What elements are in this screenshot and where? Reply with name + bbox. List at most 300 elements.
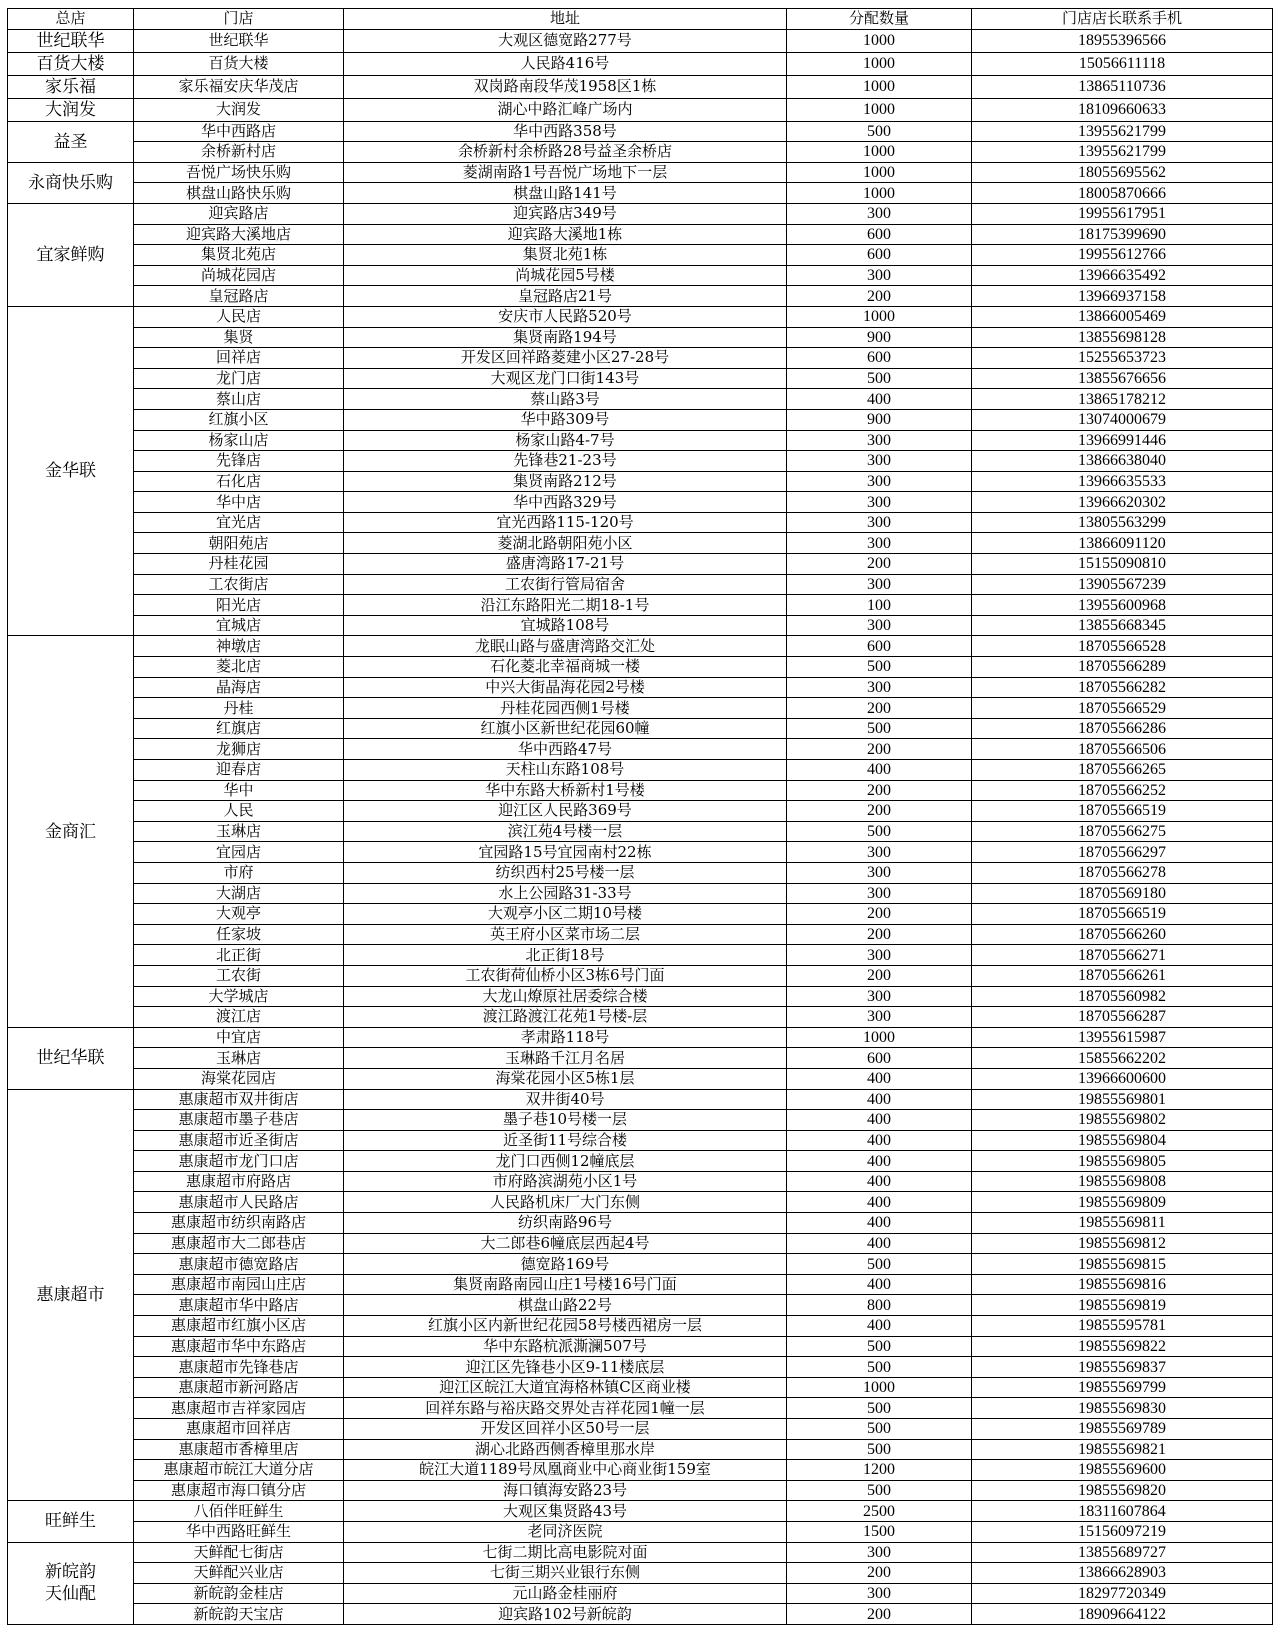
store-name-cell: 市府	[134, 862, 344, 883]
table-row	[8, 183, 1273, 204]
store-name-cell: 余桥新村店	[134, 142, 344, 163]
table-row	[8, 1192, 1273, 1213]
quantity-cell: 2500	[787, 1501, 972, 1522]
table-row	[8, 1357, 1273, 1378]
phone-cell: 19855569837	[972, 1357, 1273, 1378]
store-name-cell: 大观亭	[134, 904, 344, 925]
phone-cell: 18705566519	[972, 904, 1273, 925]
phone-cell: 19855569801	[972, 1089, 1273, 1110]
table-row	[8, 554, 1273, 575]
quantity-cell: 600	[787, 636, 972, 657]
address-cell: 华中西路358号	[344, 121, 787, 142]
phone-cell: 13966600600	[972, 1068, 1273, 1089]
phone-cell: 15855662202	[972, 1048, 1273, 1069]
table-row	[8, 657, 1273, 678]
address-cell: 墨子巷10号楼一层	[344, 1110, 787, 1131]
head-store-cell: 旺鲜生	[8, 1501, 134, 1542]
table-row	[8, 760, 1273, 781]
store-name-cell: 人民店	[134, 306, 344, 327]
phone-cell: 13866628903	[972, 1563, 1273, 1584]
address-cell: 大观区德宽路277号	[344, 29, 787, 52]
address-cell: 迎江区先锋巷小区9-11楼底层	[344, 1357, 787, 1378]
header-row	[8, 9, 1273, 30]
store-name-cell: 龙门店	[134, 368, 344, 389]
store-name-cell: 惠康超市人民路店	[134, 1192, 344, 1213]
quantity-cell: 200	[787, 801, 972, 822]
store-name-cell: 华中西路店	[134, 121, 344, 142]
store-name-cell: 惠康超市双井街店	[134, 1089, 344, 1110]
quantity-cell: 400	[787, 1233, 972, 1254]
store-name-cell: 惠康超市近圣街店	[134, 1130, 344, 1151]
table-row	[8, 986, 1273, 1007]
address-cell: 皖江大道1189号凤凰商业中心商业街159室	[344, 1460, 787, 1481]
phone-cell: 18909664122	[972, 1604, 1273, 1625]
store-name-cell: 迎宾路店	[134, 203, 344, 224]
table-row	[8, 98, 1273, 121]
store-name-cell: 惠康超市红旗小区店	[134, 1316, 344, 1337]
store-name-cell: 北正街	[134, 945, 344, 966]
address-cell: 沿江东路阳光二期18-1号	[344, 595, 787, 616]
store-name-cell: 神墩店	[134, 636, 344, 657]
table-row	[8, 1089, 1273, 1110]
quantity-cell: 1000	[787, 183, 972, 204]
store-name-cell: 惠康超市华中路店	[134, 1295, 344, 1316]
table-row	[8, 1398, 1273, 1419]
store-name-cell: 惠康超市纺织南路店	[134, 1213, 344, 1234]
table-row	[8, 471, 1273, 492]
address-cell: 龙眠山路与盛唐湾路交汇处	[344, 636, 787, 657]
quantity-cell: 400	[787, 1130, 972, 1151]
quantity-cell: 600	[787, 1048, 972, 1069]
quantity-cell: 300	[787, 430, 972, 451]
quantity-cell: 300	[787, 492, 972, 513]
store-name-cell: 惠康超市南园山庄店	[134, 1274, 344, 1295]
store-name-cell: 人民	[134, 801, 344, 822]
phone-cell: 13966991446	[972, 430, 1273, 451]
table-row	[8, 348, 1273, 369]
address-cell: 丹桂花园西侧1号楼	[344, 698, 787, 719]
store-name-cell: 宜光店	[134, 512, 344, 533]
quantity-cell: 200	[787, 554, 972, 575]
store-name-cell: 宜园店	[134, 842, 344, 863]
head-store-cell: 新皖韵 天仙配	[8, 1542, 134, 1624]
store-name-cell: 宜城店	[134, 615, 344, 636]
address-cell: 元山路金桂丽府	[344, 1583, 787, 1604]
store-name-cell: 八佰伴旺鲜生	[134, 1501, 344, 1522]
head-store-cell: 金商汇	[8, 636, 134, 1027]
address-cell: 蔡山路3号	[344, 389, 787, 410]
table-row	[8, 224, 1273, 245]
phone-cell: 19855595781	[972, 1316, 1273, 1337]
table-row	[8, 698, 1273, 719]
phone-cell: 19855569819	[972, 1295, 1273, 1316]
address-cell: 华中西路329号	[344, 492, 787, 513]
phone-cell: 19855569600	[972, 1460, 1273, 1481]
address-cell: 菱湖北路朝阳苑小区	[344, 533, 787, 554]
address-cell: 市府路滨湖苑小区1号	[344, 1171, 787, 1192]
store-name-cell: 蔡山店	[134, 389, 344, 410]
quantity-cell: 200	[787, 965, 972, 986]
phone-cell: 19855569821	[972, 1439, 1273, 1460]
store-name-cell: 惠康超市墨子巷店	[134, 1110, 344, 1131]
store-name-cell: 中宜店	[134, 1027, 344, 1048]
phone-cell: 18109660633	[972, 98, 1273, 121]
store-name-cell: 海棠花园店	[134, 1068, 344, 1089]
phone-cell: 19855569816	[972, 1274, 1273, 1295]
address-cell: 七街三期兴业银行东侧	[344, 1563, 787, 1584]
store-name-cell: 惠康超市府路店	[134, 1171, 344, 1192]
quantity-cell: 1000	[787, 306, 972, 327]
quantity-cell: 200	[787, 1604, 972, 1625]
quantity-cell: 400	[787, 1274, 972, 1295]
store-name-cell: 丹桂	[134, 698, 344, 719]
address-cell: 纺织南路96号	[344, 1213, 787, 1234]
table-row	[8, 430, 1273, 451]
phone-cell: 19855569789	[972, 1419, 1273, 1440]
address-cell: 天柱山东路108号	[344, 760, 787, 781]
quantity-cell: 400	[787, 1316, 972, 1337]
phone-cell: 15155090810	[972, 554, 1273, 575]
phone-cell: 18705566528	[972, 636, 1273, 657]
phone-cell: 19855569830	[972, 1398, 1273, 1419]
store-name-cell: 惠康超市皖江大道分店	[134, 1460, 344, 1481]
phone-cell: 13955621799	[972, 142, 1273, 163]
phone-cell: 18955396566	[972, 29, 1273, 52]
quantity-cell: 300	[787, 945, 972, 966]
quantity-cell: 300	[787, 574, 972, 595]
table-row	[8, 883, 1273, 904]
address-cell: 大观区龙门口街143号	[344, 368, 787, 389]
store-name-cell: 棋盘山路快乐购	[134, 183, 344, 204]
address-cell: 迎江区皖江大道宜海格林镇C区商业楼	[344, 1377, 787, 1398]
phone-cell: 15255653723	[972, 348, 1273, 369]
head-store-cell: 百货大楼	[8, 52, 134, 75]
phone-cell: 18705566297	[972, 842, 1273, 863]
table-row	[8, 52, 1273, 75]
address-cell: 棋盘山路22号	[344, 1295, 787, 1316]
quantity-cell: 200	[787, 924, 972, 945]
table-row	[8, 718, 1273, 739]
store-name-cell: 回祥店	[134, 348, 344, 369]
store-name-cell: 惠康超市海口镇分店	[134, 1480, 344, 1501]
address-cell: 湖心中路汇峰广场内	[344, 98, 787, 121]
table-row	[8, 1254, 1273, 1275]
table-row	[8, 801, 1273, 822]
quantity-cell: 500	[787, 718, 972, 739]
phone-cell: 18311607864	[972, 1501, 1273, 1522]
table-row	[8, 306, 1273, 327]
store-name-cell: 大湖店	[134, 883, 344, 904]
phone-cell: 18705566289	[972, 657, 1273, 678]
table-row	[8, 245, 1273, 266]
phone-cell: 13865110736	[972, 75, 1273, 98]
quantity-cell: 400	[787, 389, 972, 410]
address-cell: 集贤南路194号	[344, 327, 787, 348]
store-name-cell: 渡江店	[134, 1007, 344, 1028]
head-store-cell: 金华联	[8, 306, 134, 636]
address-cell: 双井街40号	[344, 1089, 787, 1110]
head-store-cell: 益圣	[8, 121, 134, 162]
header-head-store: 总店	[8, 9, 134, 30]
address-cell: 纺织西村25号楼一层	[344, 862, 787, 883]
store-name-cell: 工农街店	[134, 574, 344, 595]
table-row	[8, 121, 1273, 142]
quantity-cell: 800	[787, 1295, 972, 1316]
table-row	[8, 1377, 1273, 1398]
address-cell: 宜城路108号	[344, 615, 787, 636]
table-row	[8, 162, 1273, 183]
header-quantity: 分配数量	[787, 9, 972, 30]
store-name-cell: 惠康超市吉祥家园店	[134, 1398, 344, 1419]
table-row	[8, 862, 1273, 883]
head-store-cell: 世纪华联	[8, 1027, 134, 1089]
phone-cell: 18175399690	[972, 224, 1273, 245]
quantity-cell: 900	[787, 409, 972, 430]
address-cell: 迎宾路大溪地1栋	[344, 224, 787, 245]
quantity-cell: 600	[787, 224, 972, 245]
store-name-cell: 晶海店	[134, 677, 344, 698]
store-name-cell: 惠康超市回祥店	[134, 1419, 344, 1440]
quantity-cell: 500	[787, 368, 972, 389]
store-name-cell: 玉琳店	[134, 821, 344, 842]
quantity-cell: 400	[787, 1171, 972, 1192]
table-row	[8, 574, 1273, 595]
store-name-cell: 尚城花园店	[134, 265, 344, 286]
table-row	[8, 821, 1273, 842]
quantity-cell: 1000	[787, 162, 972, 183]
table-row	[8, 409, 1273, 430]
table-row	[8, 1521, 1273, 1542]
quantity-cell: 500	[787, 1357, 972, 1378]
table-row	[8, 842, 1273, 863]
phone-cell: 18705560982	[972, 986, 1273, 1007]
address-cell: 迎江区人民路369号	[344, 801, 787, 822]
quantity-cell: 1000	[787, 98, 972, 121]
address-cell: 人民路机床厂大门东侧	[344, 1192, 787, 1213]
quantity-cell: 600	[787, 348, 972, 369]
table-row	[8, 1007, 1273, 1028]
table-row	[8, 1048, 1273, 1069]
phone-cell: 18705566286	[972, 718, 1273, 739]
address-cell: 七街二期比高电影院对面	[344, 1542, 787, 1563]
phone-cell: 18705566275	[972, 821, 1273, 842]
quantity-cell: 300	[787, 842, 972, 863]
quantity-cell: 500	[787, 821, 972, 842]
store-name-cell: 任家坡	[134, 924, 344, 945]
phone-cell: 19855569808	[972, 1171, 1273, 1192]
address-cell: 杨家山路4-7号	[344, 430, 787, 451]
quantity-cell: 300	[787, 471, 972, 492]
store-allocation-table	[7, 8, 1273, 1625]
address-cell: 石化菱北幸福商城一楼	[344, 657, 787, 678]
store-name-cell: 天鲜配七街店	[134, 1542, 344, 1563]
phone-cell: 13955621799	[972, 121, 1273, 142]
store-name-cell: 红旗小区	[134, 409, 344, 430]
phone-cell: 19855569815	[972, 1254, 1273, 1275]
store-name-cell: 天鲜配兴业店	[134, 1563, 344, 1584]
address-cell: 皇冠路店21号	[344, 286, 787, 307]
address-cell: 海棠花园小区5栋1层	[344, 1068, 787, 1089]
store-name-cell: 阳光店	[134, 595, 344, 616]
store-name-cell: 大润发	[134, 98, 344, 121]
address-cell: 红旗小区内新世纪花园58号楼西裙房一层	[344, 1316, 787, 1337]
address-cell: 中兴大街晶海花园2号楼	[344, 677, 787, 698]
phone-cell: 18705566252	[972, 780, 1273, 801]
quantity-cell: 300	[787, 512, 972, 533]
quantity-cell: 200	[787, 739, 972, 760]
phone-cell: 13866638040	[972, 451, 1273, 472]
address-cell: 红旗小区新世纪花园60幢	[344, 718, 787, 739]
phone-cell: 15056611118	[972, 52, 1273, 75]
address-cell: 近圣街11号综合楼	[344, 1130, 787, 1151]
address-cell: 大二郎巷6幢底层西起4号	[344, 1233, 787, 1254]
table-row	[8, 636, 1273, 657]
quantity-cell: 300	[787, 533, 972, 554]
address-cell: 开发区回祥路菱建小区27-28号	[344, 348, 787, 369]
table-row	[8, 451, 1273, 472]
store-name-cell: 玉琳店	[134, 1048, 344, 1069]
address-cell: 开发区回祥小区50号一层	[344, 1419, 787, 1440]
store-name-cell: 惠康超市大二郎巷店	[134, 1233, 344, 1254]
quantity-cell: 300	[787, 615, 972, 636]
store-name-cell: 大学城店	[134, 986, 344, 1007]
store-name-cell: 吾悦广场快乐购	[134, 162, 344, 183]
quantity-cell: 500	[787, 1439, 972, 1460]
table-row	[8, 142, 1273, 163]
table-row	[8, 286, 1273, 307]
phone-cell: 18705566271	[972, 945, 1273, 966]
quantity-cell: 400	[787, 1089, 972, 1110]
store-name-cell: 集贤北苑店	[134, 245, 344, 266]
phone-cell: 19855569804	[972, 1130, 1273, 1151]
address-cell: 龙门口西侧12幢底层	[344, 1151, 787, 1172]
header-store: 门店	[134, 9, 344, 30]
quantity-cell: 500	[787, 657, 972, 678]
quantity-cell: 300	[787, 265, 972, 286]
head-store-cell: 宜家鲜购	[8, 203, 134, 306]
table-row	[8, 29, 1273, 52]
quantity-cell: 500	[787, 1336, 972, 1357]
store-name-cell: 迎春店	[134, 760, 344, 781]
table-row	[8, 1110, 1273, 1131]
store-name-cell: 杨家山店	[134, 430, 344, 451]
table-row	[8, 1295, 1273, 1316]
quantity-cell: 500	[787, 121, 972, 142]
address-cell: 人民路416号	[344, 52, 787, 75]
address-cell: 华中路309号	[344, 409, 787, 430]
quantity-cell: 400	[787, 1110, 972, 1131]
address-cell: 工农街荷仙桥小区3栋6号门面	[344, 965, 787, 986]
phone-cell: 13866091120	[972, 533, 1273, 554]
table-row	[8, 1419, 1273, 1440]
address-cell: 大观亭小区二期10号楼	[344, 904, 787, 925]
phone-cell: 19855569805	[972, 1151, 1273, 1172]
table-row	[8, 492, 1273, 513]
address-cell: 迎宾路102号新皖韵	[344, 1604, 787, 1625]
phone-cell: 19855569811	[972, 1213, 1273, 1234]
phone-cell: 13805563299	[972, 512, 1273, 533]
address-cell: 老同济医院	[344, 1521, 787, 1542]
address-cell: 余桥新村余桥路28号益圣余桥店	[344, 142, 787, 163]
quantity-cell: 500	[787, 1480, 972, 1501]
address-cell: 大观区集贤路43号	[344, 1501, 787, 1522]
table-row	[8, 1480, 1273, 1501]
quantity-cell: 400	[787, 1151, 972, 1172]
store-name-cell: 石化店	[134, 471, 344, 492]
quantity-cell: 300	[787, 1583, 972, 1604]
phone-cell: 13966620302	[972, 492, 1273, 513]
quantity-cell: 200	[787, 1563, 972, 1584]
table-row	[8, 1151, 1273, 1172]
quantity-cell: 500	[787, 1419, 972, 1440]
head-store-cell: 惠康超市	[8, 1089, 134, 1501]
address-cell: 北正街18号	[344, 945, 787, 966]
phone-cell: 13855668345	[972, 615, 1273, 636]
store-name-cell: 集贤	[134, 327, 344, 348]
address-cell: 华中东路大桥新村1号楼	[344, 780, 787, 801]
phone-cell: 19855569822	[972, 1336, 1273, 1357]
quantity-cell: 300	[787, 677, 972, 698]
quantity-cell: 500	[787, 1398, 972, 1419]
table-row	[8, 368, 1273, 389]
table-row	[8, 75, 1273, 98]
phone-cell: 13855698128	[972, 327, 1273, 348]
phone-cell: 18705566519	[972, 801, 1273, 822]
table-row	[8, 203, 1273, 224]
header-manager-phone: 门店店长联系手机	[972, 9, 1273, 30]
table-row	[8, 1501, 1273, 1522]
address-cell: 华中西路47号	[344, 739, 787, 760]
table-row	[8, 595, 1273, 616]
address-cell: 回祥东路与裕庆路交界处吉祥花园1幢一层	[344, 1398, 787, 1419]
phone-cell: 18705569180	[972, 883, 1273, 904]
table-row	[8, 1068, 1273, 1089]
store-name-cell: 华中店	[134, 492, 344, 513]
address-cell: 湖心北路西侧香樟里那水岸	[344, 1439, 787, 1460]
store-name-cell: 朝阳苑店	[134, 533, 344, 554]
quantity-cell: 1200	[787, 1460, 972, 1481]
phone-cell: 19855569802	[972, 1110, 1273, 1131]
phone-cell: 13966937158	[972, 286, 1273, 307]
store-name-cell: 惠康超市龙门口店	[134, 1151, 344, 1172]
table-row	[8, 1027, 1273, 1048]
phone-cell: 13866005469	[972, 306, 1273, 327]
header-address: 地址	[344, 9, 787, 30]
table-row	[8, 389, 1273, 410]
address-cell: 玉琳路千江月名居	[344, 1048, 787, 1069]
address-cell: 盛唐湾路17-21号	[344, 554, 787, 575]
table-row	[8, 1316, 1273, 1337]
store-name-cell: 华中西路旺鲜生	[134, 1521, 344, 1542]
quantity-cell: 1500	[787, 1521, 972, 1542]
store-name-cell: 惠康超市华中东路店	[134, 1336, 344, 1357]
table-row	[8, 780, 1273, 801]
quantity-cell: 200	[787, 904, 972, 925]
table-row	[8, 1213, 1273, 1234]
store-name-cell: 惠康超市先锋巷店	[134, 1357, 344, 1378]
store-name-cell: 迎宾路大溪地店	[134, 224, 344, 245]
quantity-cell: 300	[787, 883, 972, 904]
phone-cell: 18297720349	[972, 1583, 1273, 1604]
table-row	[8, 965, 1273, 986]
store-name-cell: 工农街	[134, 965, 344, 986]
quantity-cell: 200	[787, 286, 972, 307]
head-store-cell: 世纪联华	[8, 29, 134, 52]
phone-cell: 18705566506	[972, 739, 1273, 760]
head-store-cell: 家乐福	[8, 75, 134, 98]
phone-cell: 15156097219	[972, 1521, 1273, 1542]
head-store-cell: 永商快乐购	[8, 162, 134, 203]
